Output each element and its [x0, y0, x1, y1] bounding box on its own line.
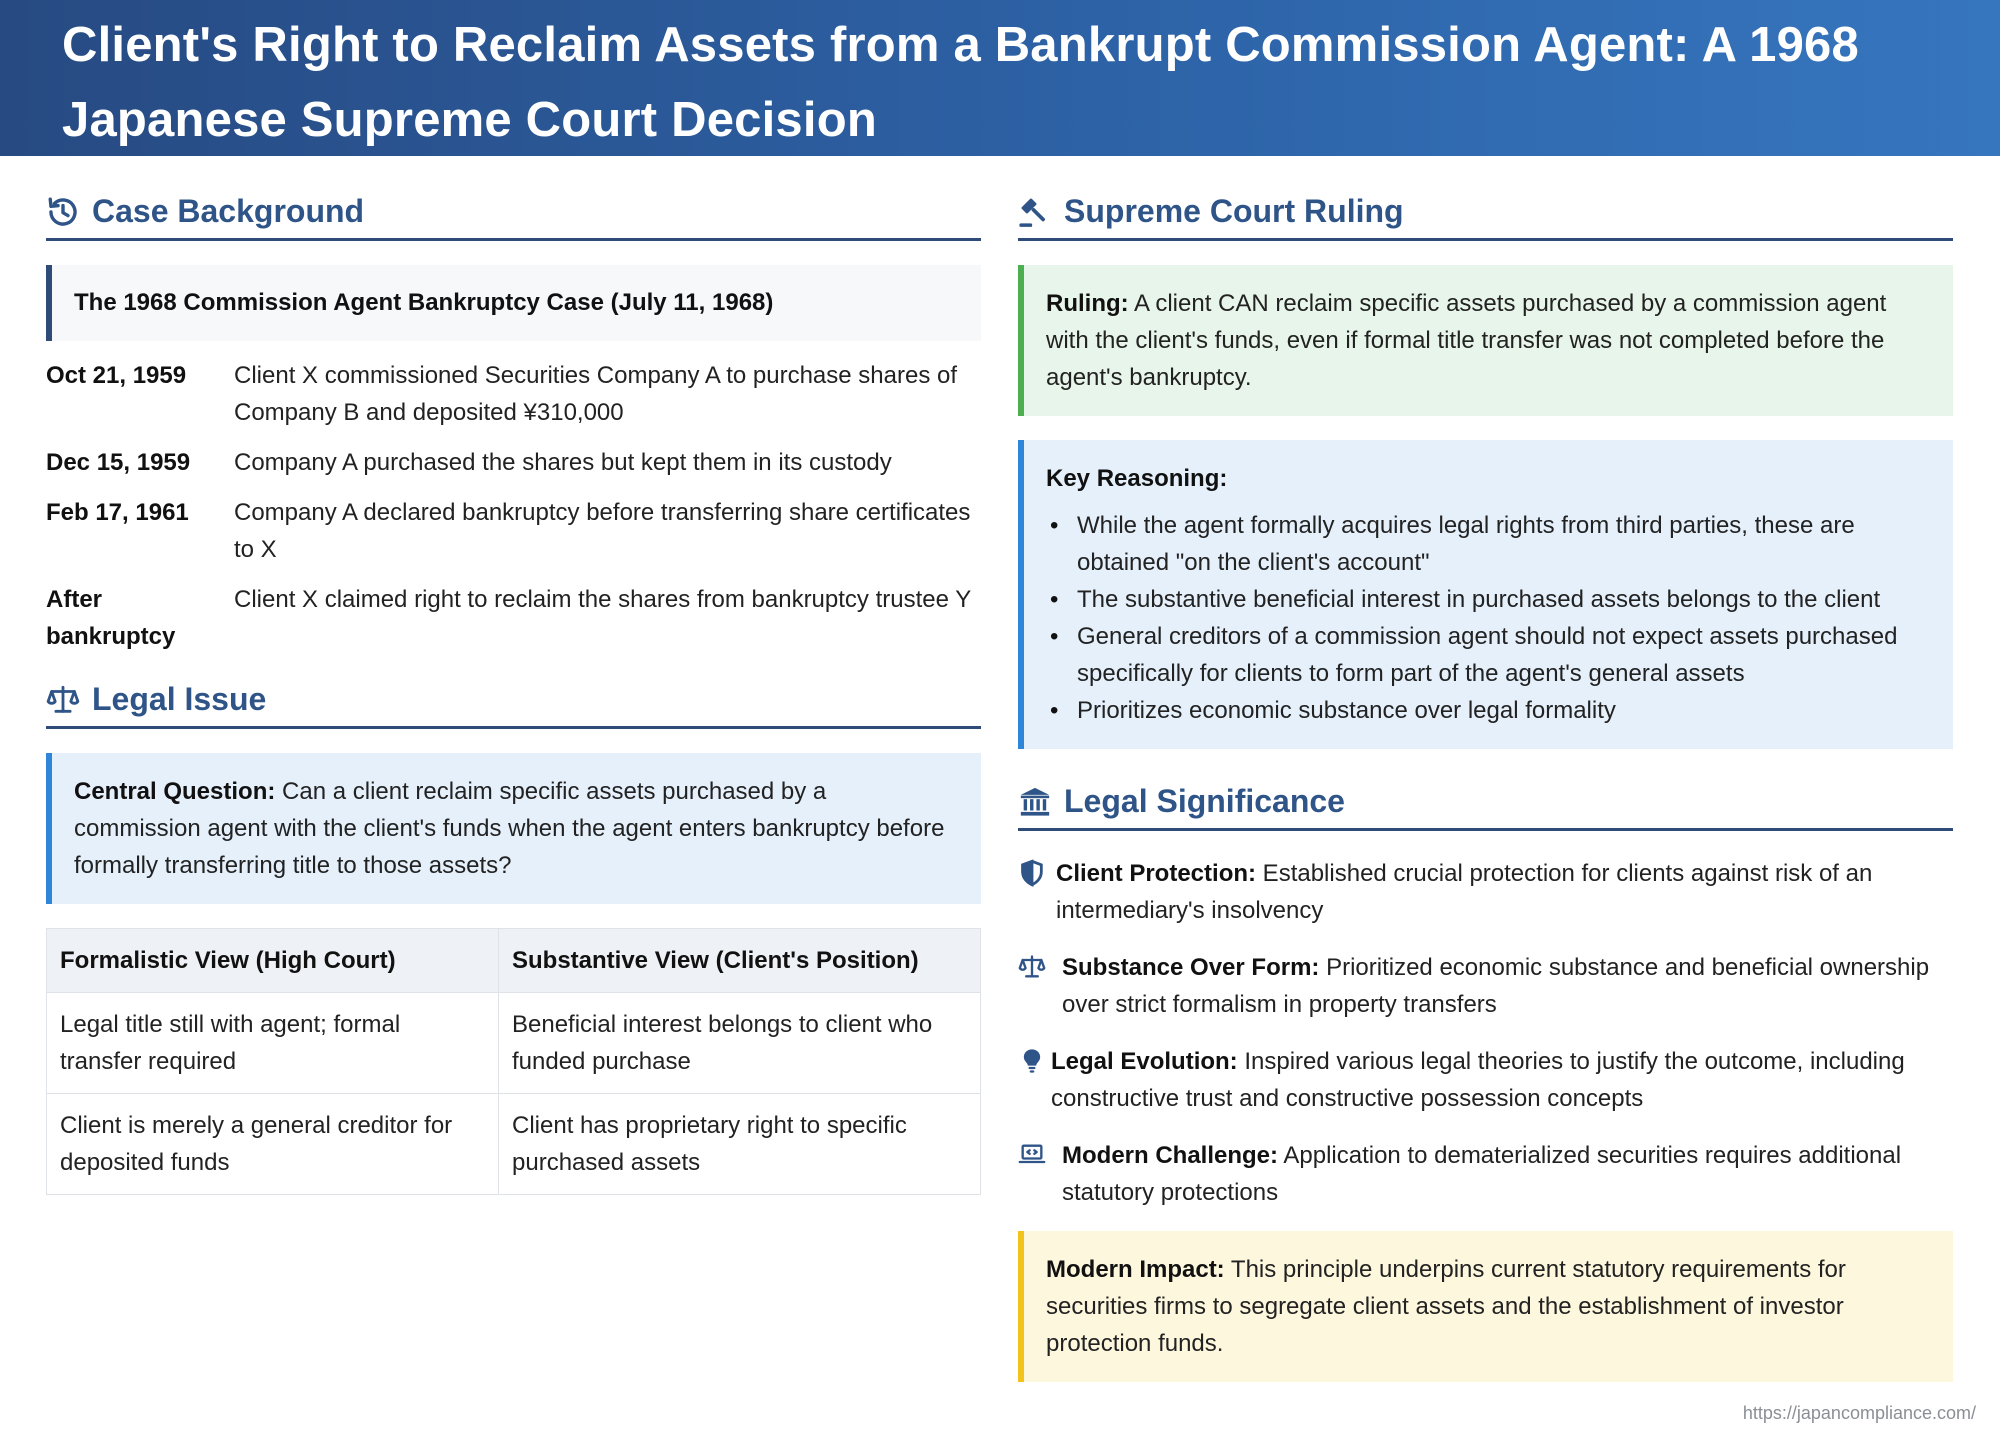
timeline-row [46, 357, 981, 431]
list-item: • The substantive beneficial interest in purchased assets belongs to the client [1046, 581, 1931, 618]
table-header-row [47, 929, 981, 993]
table-cell: Legal title still with agent; formal transfer required [47, 993, 499, 1094]
timeline-date: Feb 17, 1961 [46, 499, 189, 526]
balance-scale-icon [46, 678, 90, 722]
ruling-label: Ruling: [1046, 290, 1129, 317]
significance-item [1018, 855, 1953, 929]
section-title-text: Case Background [92, 193, 365, 229]
shield-icon [1018, 855, 1056, 929]
significance-item [1018, 1043, 1953, 1117]
table-cell: Client is merely a general creditor for deposited funds [47, 1094, 499, 1195]
significance-text: Application to dematerialized securities requires additional statutory protections [1062, 1142, 1902, 1206]
case-title: The 1968 Commission Agent Bankruptcy Case (July 11, 1968) [74, 289, 774, 316]
section-legal-significance [1018, 775, 1953, 831]
gavel-icon [1018, 190, 1062, 234]
lightbulb-icon [1018, 1043, 1051, 1117]
modern-impact-label: Modern Impact: [1046, 1256, 1225, 1283]
timeline-date: Oct 21, 1959 [46, 362, 187, 389]
reasoning-list [1046, 507, 1931, 729]
timeline-text: Client X commissioned Securities Company A to purchase shares of Company B and deposited ¥310,000 [234, 362, 958, 426]
section-title-text: Legal Issue [92, 681, 267, 717]
source-url: https://japancompliance.com/ [1742, 1403, 1976, 1423]
table-header: Substantive View (Client's Position) [499, 929, 981, 993]
central-question-label: Central Question: [74, 778, 276, 805]
modern-impact-callout [1018, 1231, 1953, 1382]
case-title-box [46, 265, 981, 341]
central-question-text: Can a client reclaim specific assets purchased by a commission agent with the client's funds when the agent enters bankruptcy before formally transferring title to those assets? [74, 778, 945, 879]
timeline-text: Client X claimed right to reclaim the shares from bankruptcy trustee Y [234, 586, 972, 613]
list-item: • General creditors of a commission agent should not expect assets purchased specifically for clients to form part of the agent's general assets [1046, 618, 1931, 692]
ruling-callout [1018, 265, 1953, 416]
table-cell: Beneficial interest belongs to client who funded purchase [499, 993, 981, 1094]
comparison-table [46, 928, 981, 1195]
timeline-text: Company A purchased the shares but kept them in its custody [234, 449, 892, 476]
timeline-row [46, 581, 981, 655]
table-row [47, 1094, 981, 1195]
timeline-row [46, 444, 981, 481]
section-case-background [46, 185, 981, 241]
left-column [46, 185, 981, 1195]
section-title-text: Legal Significance [1064, 783, 1345, 819]
significance-text: Inspired various legal theories to justify the outcome, including constructive trust and constructive possession concepts [1051, 1048, 1905, 1112]
central-question-callout [46, 753, 981, 904]
section-title-text: Supreme Court Ruling [1064, 193, 1404, 229]
list-item: • While the agent formally acquires legal rights from third parties, these are obtained "on the client's account" [1046, 507, 1931, 581]
table-row [47, 993, 981, 1094]
significance-item [1018, 949, 1953, 1023]
significance-label: Client Protection: [1056, 860, 1257, 887]
significance-label: Modern Challenge: [1062, 1142, 1279, 1169]
table-header: Formalistic View (High Court) [47, 929, 499, 993]
timeline-date: After bankruptcy [46, 586, 176, 650]
ruling-text: A client CAN reclaim specific assets purchased by a commission agent with the client's funds, even if formal title transfer was not completed before the agent's bankruptcy. [1046, 290, 1887, 391]
timeline-date: Dec 15, 1959 [46, 449, 191, 476]
page-header [0, 0, 2000, 156]
timeline [46, 357, 981, 655]
significance-text: Established crucial protection for clients against risk of an intermediary's insolvency [1056, 860, 1873, 924]
timeline-text: Company A declared bankruptcy before transferring share certificates to X [234, 499, 971, 563]
balance-scale-icon [1018, 949, 1062, 1023]
laptop-code-icon [1018, 1137, 1062, 1211]
timeline-row [46, 494, 981, 568]
significance-text: Prioritized economic substance and beneficial ownership over strict formalism in property transfers [1062, 954, 1930, 1018]
list-item: • Prioritizes economic substance over legal formality [1046, 692, 1931, 729]
section-supreme-court-ruling [1018, 185, 1953, 241]
key-reasoning-callout [1018, 440, 1953, 749]
landmark-icon [1018, 780, 1062, 824]
page-title: Client's Right to Reclaim Assets from a Bankrupt Commission Agent: A 1968 Japanese Supreme Court Decision [62, 18, 1859, 147]
section-legal-issue [46, 673, 981, 729]
right-column [1018, 185, 1953, 1382]
modern-impact-text: This principle underpins current statutory requirements for securities firms to segregate client assets and the establishment of investor protection funds. [1046, 1256, 1846, 1357]
significance-label: Substance Over Form: [1062, 954, 1320, 981]
significance-label: Legal Evolution: [1051, 1048, 1238, 1075]
key-reasoning-title: Key Reasoning: [1046, 465, 1228, 492]
history-icon [46, 190, 90, 234]
table-cell: Client has proprietary right to specific purchased assets [499, 1094, 981, 1195]
significance-item [1018, 1137, 1953, 1211]
